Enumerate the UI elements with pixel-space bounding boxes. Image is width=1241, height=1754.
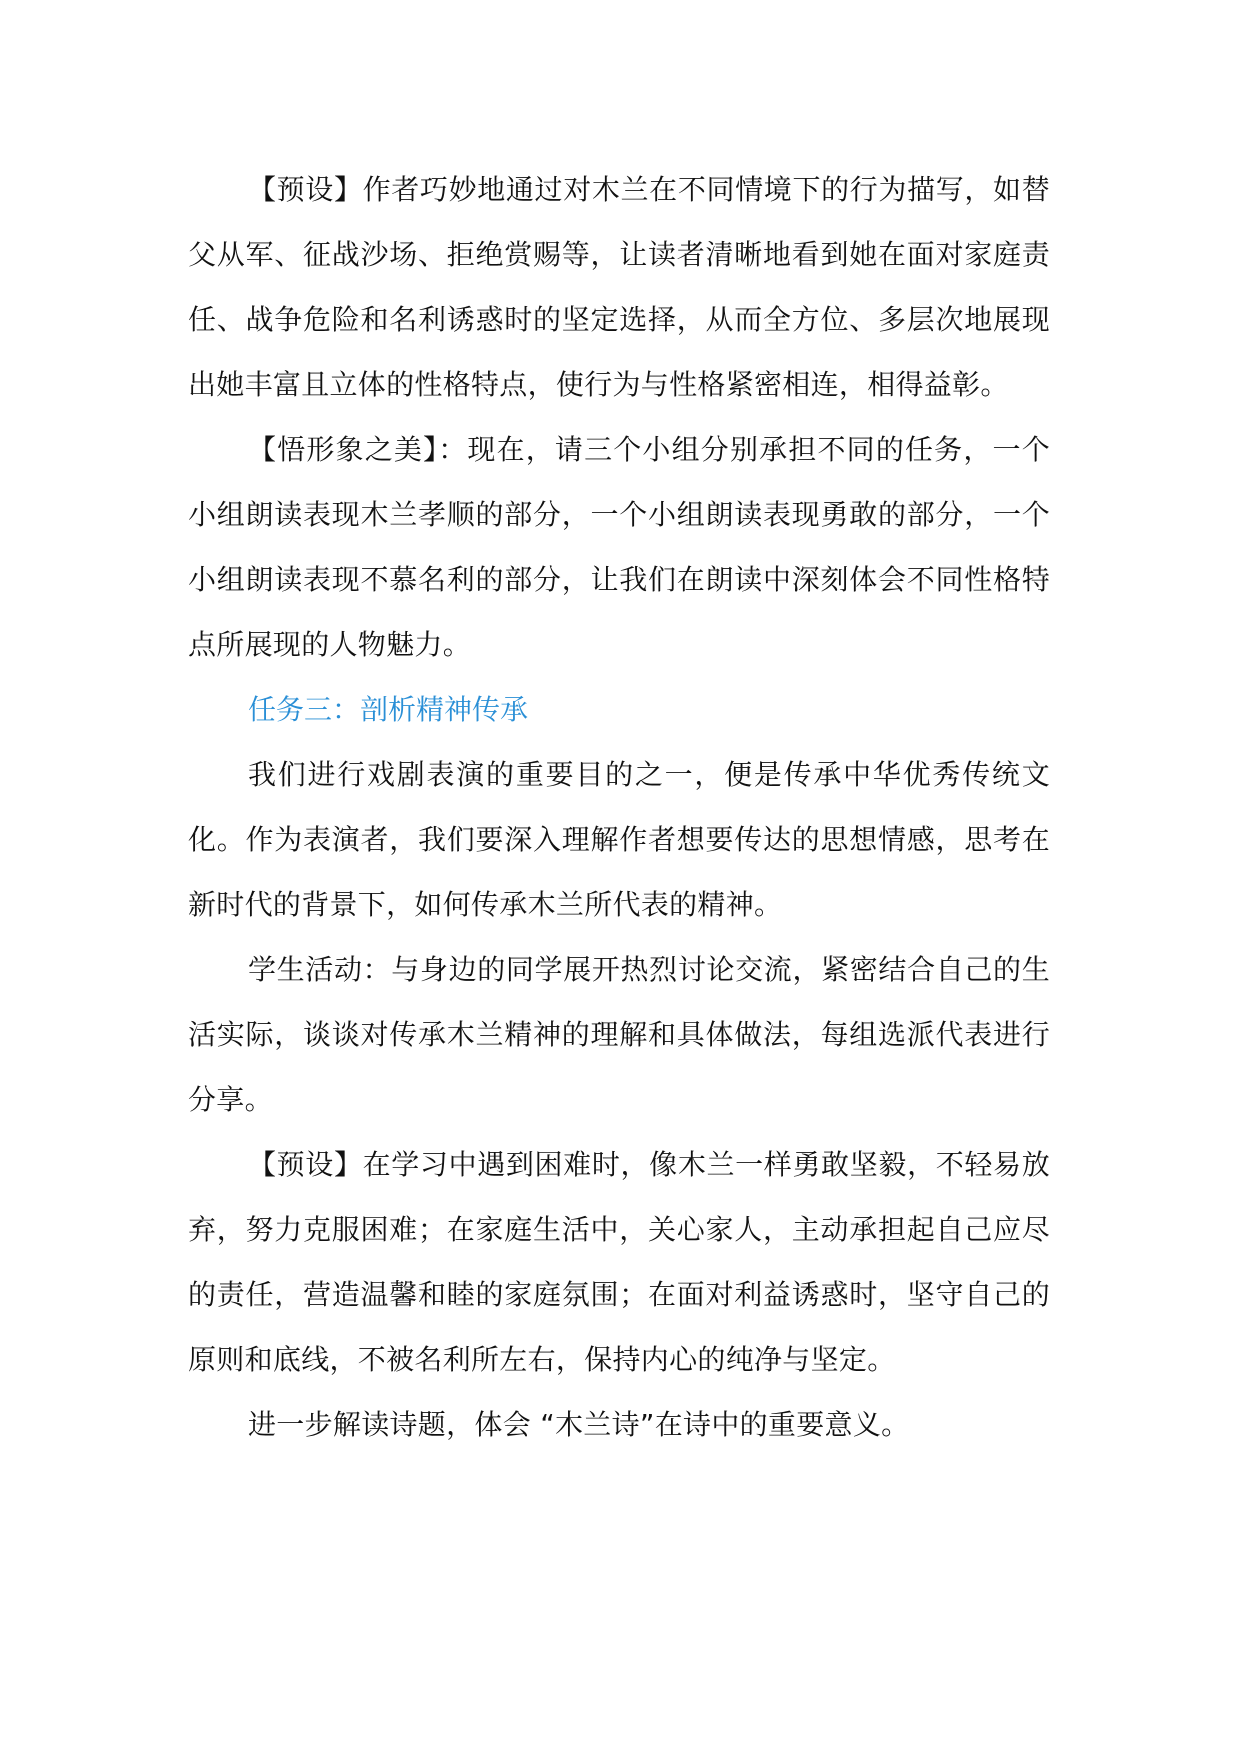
poem-title-paragraph: 进一步解读诗题，体会 “木兰诗”在诗中的重要意义。: [248, 1408, 910, 1441]
task-three-heading: 任务三：剖析精神传承: [248, 693, 529, 726]
document-body: [188, 157, 1050, 1457]
image-beauty-paragraph: 【悟形象之美】：现在，请三个小组分别承担不同的任务，一个小组朗读表现木兰孝顺的部分，一个小组朗读表现勇敢的部分，一个小组朗读表现不慕名利的部分，让我们在朗读中深刻体会不同性格特点所展现的人物魅力。: [188, 433, 1050, 661]
student-activity-paragraph: 学生活动：与身边的同学展开热烈讨论交流，紧密结合自己的生活实际，谈谈对传承木兰精神的理解和具体做法，每组选派代表进行分享。: [188, 953, 1050, 1116]
preset-paragraph-inheritance: 【预设】在学习中遇到困难时，像木兰一样勇敢坚毅，不轻易放弃，努力克服困难；在家庭生活中，关心家人，主动承担起自己应尽的责任，营造温馨和睦的家庭氛围；在面对利益诱惑时，坚守自己的原则和底线，不被名利所左右，保持内心的纯净与坚定。: [188, 1148, 1050, 1376]
preset-paragraph-behavior: 【预设】作者巧妙地通过对木兰在不同情境下的行为描写，如替父从军、征战沙场、拒绝赏赐等，让读者清晰地看到她在面对家庭责任、战争危险和名利诱惑时的坚定选择，从而全方位、多层次地展现出她丰富且立体的性格特点，使行为与性格紧密相连，相得益彰。: [188, 173, 1050, 401]
drama-purpose-paragraph: 我们进行戏剧表演的重要目的之一，便是传承中华优秀传统文化。作为表演者，我们要深入理解作者想要传达的思想情感，思考在新时代的背景下，如何传承木兰所代表的精神。: [188, 758, 1050, 921]
